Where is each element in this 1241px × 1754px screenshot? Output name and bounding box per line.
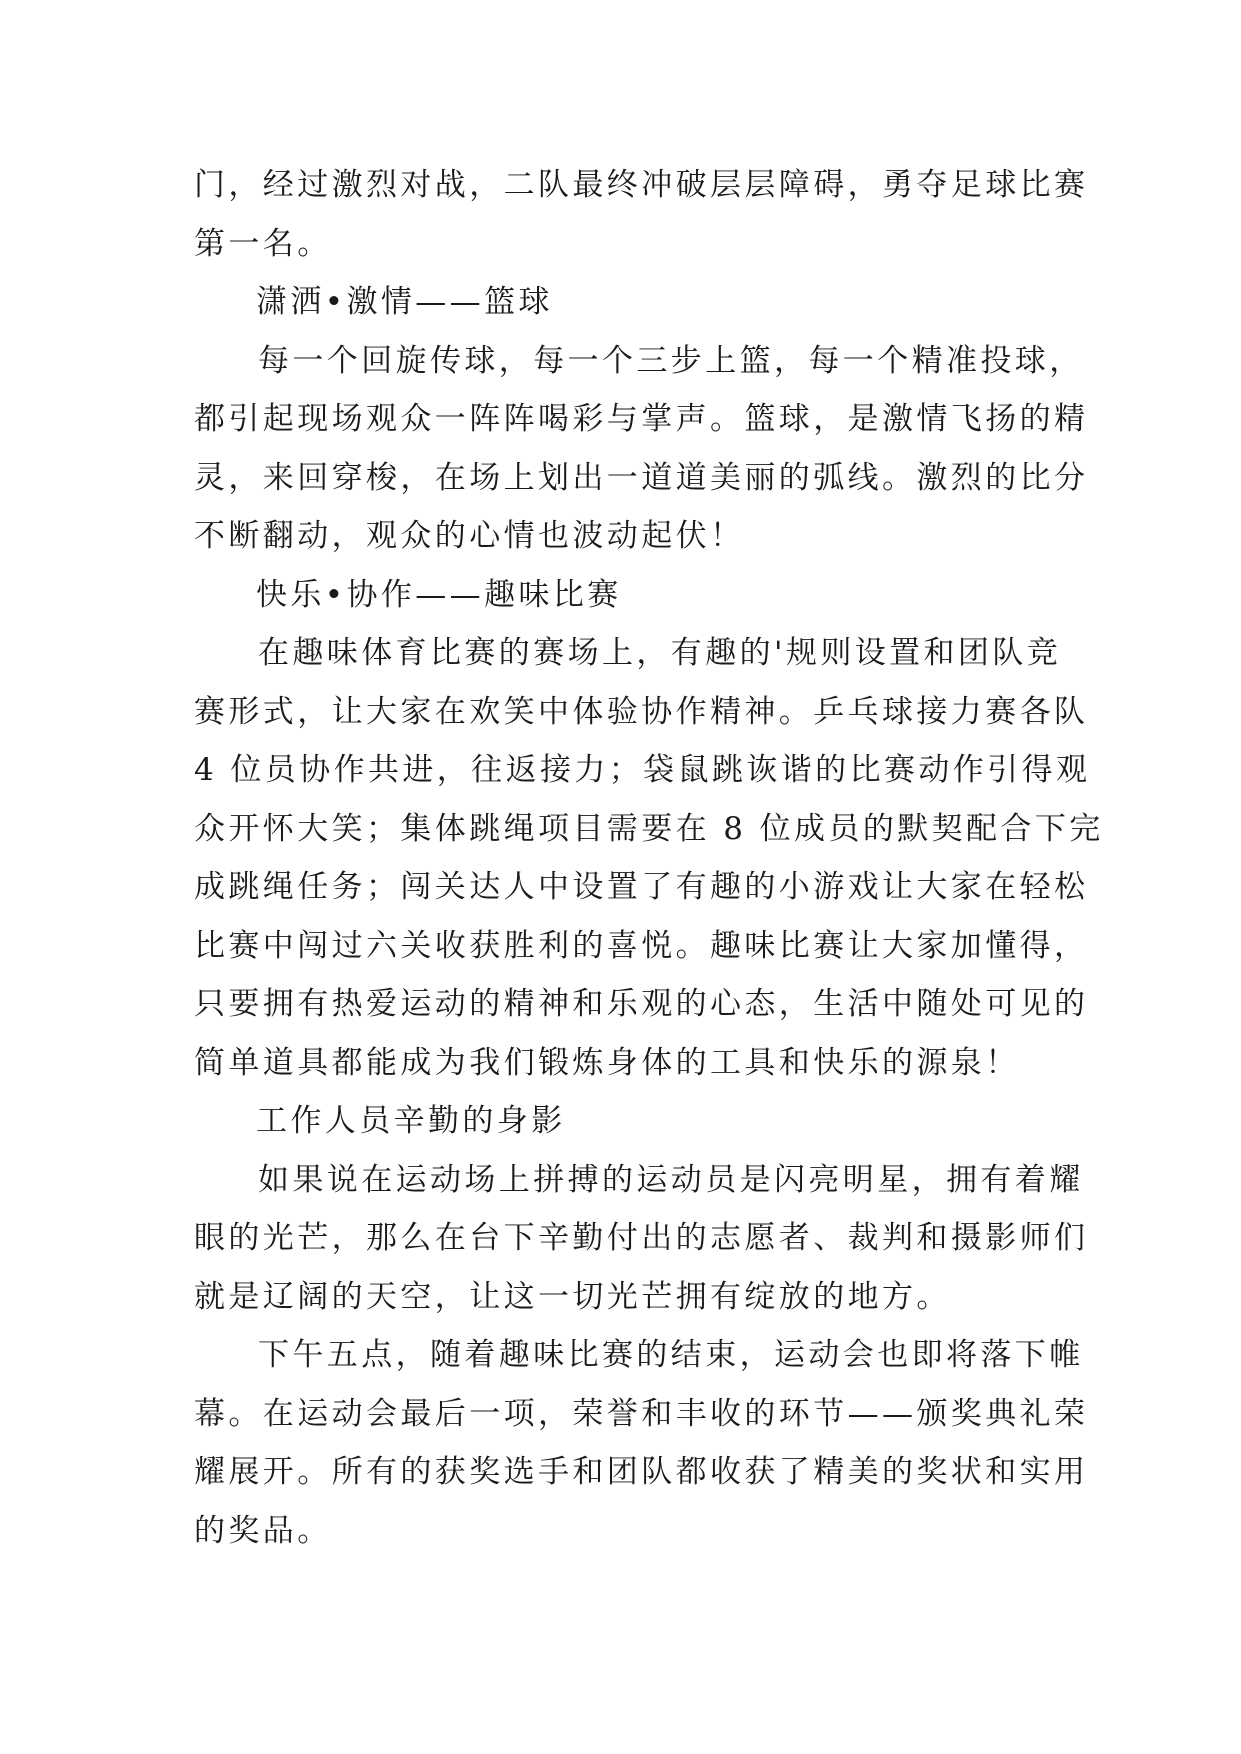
paragraph-line: 灵，来回穿梭，在场上划出一道道美丽的弧线。激烈的比分 (194, 459, 1089, 496)
paragraph-line: 如果说在运动场上拼搏的运动员是闪亮明星，拥有着耀 (258, 1161, 1084, 1198)
paragraph-line: 眼的光芒，那么在台下辛勤付出的志愿者、裁判和摄影师们 (194, 1220, 1089, 1256)
paragraph-line: 比赛中闯过六关收获胜利的喜悦。趣味比赛让大家加懂得， (194, 927, 1089, 964)
paragraph-line: 成跳绳任务；闯关达人中设置了有趣的小游戏让大家在轻松 (194, 869, 1089, 905)
section-heading-staff: 工作人员辛勤的身影 (256, 1103, 566, 1139)
paragraph-line: 都引起现场观众一阵阵喝彩与掌声。篮球，是激情飞扬的精 (194, 401, 1089, 437)
section-heading-basketball: 潇洒•激情——篮球 (256, 284, 553, 320)
paragraph-line: 耀展开。所有的获奖选手和团队都收获了精美的奖状和实用 (194, 1454, 1089, 1490)
paragraph-line: 每一个回旋传球，每一个三步上篮，每一个精准投球， (258, 342, 1084, 379)
paragraph-line: 赛形式，让大家在欢笑中体验协作精神。乒乓球接力赛各队 (194, 693, 1089, 730)
paragraph-line: 下午五点，随着趣味比赛的结束，运动会也即将落下帷 (258, 1337, 1084, 1373)
paragraph-line: 门，经过激烈对战，二队最终冲破层层障碍，勇夺足球比赛 (194, 167, 1089, 203)
paragraph-line: 4 位员协作共进，往返接力；袋鼠跳诙谐的比赛动作引得观 (194, 752, 1091, 788)
document-body (194, 156, 1104, 1560)
section-heading-fun-games: 快乐•协作——趣味比赛 (256, 576, 622, 613)
paragraph-line: 的奖品。 (194, 1512, 332, 1549)
paragraph-line: 只要拥有热爱运动的精神和乐观的心态，生活中随处可见的 (194, 986, 1089, 1022)
paragraph-line: 众开怀大笑；集体跳绳项目需要在 8 位成员的默契配合下完 (194, 810, 1104, 847)
paragraph-line: 幕。在运动会最后一项，荣誉和丰收的环节——颁奖典礼荣 (194, 1395, 1089, 1432)
paragraph-line: 在趣味体育比赛的赛场上，有趣的'规则设置和团队竞 (258, 635, 1062, 671)
paragraph-line: 就是辽阔的天空，让这一切光芒拥有绽放的地方。 (194, 1278, 951, 1315)
paragraph-line: 简单道具都能成为我们锻炼身体的工具和快乐的源泉！ (194, 1044, 1020, 1081)
paragraph-line: 不断翻动，观众的心情也波动起伏！ (194, 518, 745, 554)
paragraph-line: 第一名。 (194, 225, 332, 262)
